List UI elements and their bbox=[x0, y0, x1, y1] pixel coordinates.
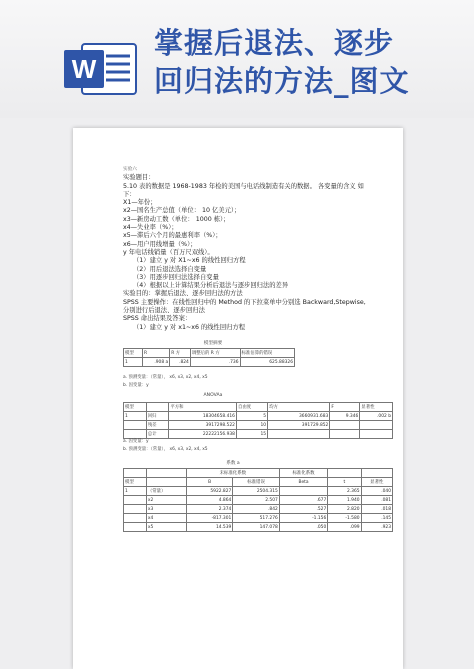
table-row bbox=[124, 523, 393, 532]
table-cell: 1 bbox=[124, 358, 143, 367]
table-header-cell: 自由度 bbox=[236, 403, 267, 412]
table-note: b. 预测变量：（常量）， x6, x3, x2, x4, x5 bbox=[123, 447, 208, 452]
table-cell bbox=[360, 430, 393, 439]
table-cell: 517.276 bbox=[233, 514, 279, 523]
doc-line: x6—用户用线增量（%）； bbox=[123, 240, 197, 248]
table-cell: 2.507 bbox=[233, 496, 279, 505]
table-header-row bbox=[124, 349, 295, 358]
doc-line: X1—年份； bbox=[123, 199, 157, 207]
word-document-icon bbox=[62, 40, 140, 98]
doc-line: 实验六 bbox=[123, 167, 137, 172]
table-cell: 2.820 bbox=[328, 505, 361, 514]
coefficients-caption: 系数 a bbox=[226, 461, 240, 466]
table-header-cell bbox=[146, 478, 186, 487]
table-row bbox=[124, 514, 393, 523]
table-group-header-row bbox=[124, 469, 393, 478]
table-cell: （常量） bbox=[146, 487, 186, 496]
doc-line: y 年电话线销量（百万尺双线）。 bbox=[123, 248, 214, 256]
table-cell: .050 bbox=[279, 523, 327, 532]
table-header-cell: 模型 bbox=[124, 403, 147, 412]
table-cell: 残差 bbox=[146, 421, 169, 430]
table-cell: x3 bbox=[146, 505, 186, 514]
table-cell bbox=[330, 430, 360, 439]
table-cell: .677 bbox=[279, 496, 327, 505]
table-cell: 15 bbox=[236, 430, 267, 439]
table-header-cell bbox=[124, 469, 147, 478]
table-header-cell: R 方 bbox=[170, 349, 191, 358]
model-summary-caption: 模型摘要 bbox=[203, 341, 223, 346]
doc-line: 5.10 表的数据是 1968-1983 年检的美国与电话线制造有关的数据。 各变量的含义 如 bbox=[123, 182, 364, 190]
table-header-cell bbox=[146, 403, 169, 412]
table-cell: x2 bbox=[146, 496, 186, 505]
title-line-1: 掌握后退法、逐步 bbox=[154, 26, 395, 60]
table-header-cell: 调整后的 R 方 bbox=[190, 349, 240, 358]
table-cell: x4 bbox=[146, 514, 186, 523]
table-header-cell: 标准估算的错误 bbox=[240, 349, 294, 358]
table-cell: x5 bbox=[146, 523, 186, 532]
table-row bbox=[124, 487, 393, 496]
document-page bbox=[73, 128, 403, 669]
table-cell bbox=[124, 514, 147, 523]
table-row bbox=[124, 421, 393, 430]
anova-caption: ANOVAa bbox=[203, 393, 223, 398]
table-cell: .145 bbox=[361, 514, 392, 523]
doc-line: 下： bbox=[123, 190, 136, 198]
table-cell bbox=[124, 496, 147, 505]
doc-line: x2—国名生产总值（单位： 10 亿美元）； bbox=[123, 207, 241, 215]
doc-line: SPSS 主要操作：在线性回归中的 Method 的下拉菜单中分别选 Backward,Stepwise, bbox=[123, 298, 366, 306]
table-header-cell: t bbox=[328, 478, 361, 487]
table-header-cell: 平方和 bbox=[169, 403, 237, 412]
table-cell: 1 bbox=[124, 487, 147, 496]
table-cell: .040 bbox=[361, 487, 392, 496]
table-row bbox=[124, 496, 393, 505]
table-header-cell: R bbox=[143, 349, 170, 358]
doc-line: x5—滞后六个月的最惠利率（%）； bbox=[123, 232, 222, 240]
table-header-cell bbox=[361, 469, 392, 478]
table-cell bbox=[124, 421, 147, 430]
document-body bbox=[123, 166, 393, 332]
table-cell: .842 bbox=[233, 505, 279, 514]
table-header-cell: 标准错误 bbox=[233, 478, 279, 487]
doc-line: （1）建立 y 对 X1~x6 的线性回归方程 bbox=[133, 257, 246, 265]
table-header-cell: 模型 bbox=[124, 349, 143, 358]
coefficients-table bbox=[123, 468, 393, 532]
table-cell: -1.156 bbox=[279, 514, 327, 523]
table-cell: 5922.827 bbox=[186, 487, 232, 496]
table-cell: 2504.315 bbox=[233, 487, 279, 496]
table-cell: .527 bbox=[279, 505, 327, 514]
doc-line: （2）用后退法选择自变量 bbox=[133, 265, 207, 273]
anova-table bbox=[123, 402, 393, 439]
table-header-cell bbox=[328, 469, 361, 478]
table-header-cell: B bbox=[186, 478, 232, 487]
table-header-cell: 均方 bbox=[268, 403, 330, 412]
table-cell: .081 bbox=[361, 496, 392, 505]
page-title bbox=[154, 24, 472, 100]
table-header-cell: F bbox=[330, 403, 360, 412]
doc-line: SPSS 命出结果及答案： bbox=[123, 315, 192, 323]
doc-line: 实验题目： bbox=[123, 174, 155, 182]
table-cell: 3660931.683 bbox=[268, 412, 330, 421]
table-header-cell: 显著性 bbox=[361, 478, 392, 487]
table-cell: 9.346 bbox=[330, 412, 360, 421]
table-cell: 1.940 bbox=[328, 496, 361, 505]
svg-text:W: W bbox=[71, 54, 97, 84]
table-cell: 4.864 bbox=[186, 496, 232, 505]
doc-line: x4—失业率（%）； bbox=[123, 224, 178, 232]
table-cell: 5 bbox=[236, 412, 267, 421]
table-cell: 22222156.938 bbox=[169, 430, 237, 439]
table-cell bbox=[330, 421, 360, 430]
title-line-2: 回归法的方法_图文 bbox=[154, 64, 410, 98]
table-cell: 391729.852 bbox=[268, 421, 330, 430]
table-cell bbox=[124, 505, 147, 514]
table-cell: .923 bbox=[361, 523, 392, 532]
table-cell: 2.365 bbox=[328, 487, 361, 496]
table-cell: 3917298.522 bbox=[169, 421, 237, 430]
table-cell: 10 bbox=[236, 421, 267, 430]
table-header-cell: 标准化系数 bbox=[279, 469, 327, 478]
table-cell bbox=[268, 430, 330, 439]
table-row bbox=[124, 412, 393, 421]
doc-line: 分别进行后退法、逐步回归法 bbox=[123, 307, 205, 315]
model-summary-table bbox=[123, 348, 295, 367]
table-cell: -817.301 bbox=[186, 514, 232, 523]
table-cell: .736 bbox=[190, 358, 240, 367]
table-cell: 18304658.416 bbox=[169, 412, 237, 421]
table-cell: 2.374 bbox=[186, 505, 232, 514]
table-header-cell bbox=[146, 469, 186, 478]
table-header-cell: 显著性 bbox=[360, 403, 393, 412]
table-row bbox=[124, 505, 393, 514]
table-row bbox=[124, 358, 295, 367]
table-header-cell: Beta bbox=[279, 478, 327, 487]
table-cell: 回归 bbox=[146, 412, 169, 421]
table-cell: .824 bbox=[170, 358, 191, 367]
table-cell: 147.078 bbox=[233, 523, 279, 532]
table-cell bbox=[360, 421, 393, 430]
doc-line: （3）用逐步回归法选择自变量 bbox=[133, 273, 219, 281]
table-header-row bbox=[124, 403, 393, 412]
table-cell: .002 b bbox=[360, 412, 393, 421]
table-row bbox=[124, 430, 393, 439]
table-note: a. 因变量：y bbox=[123, 439, 149, 444]
table-cell: 625.88326 bbox=[240, 358, 294, 367]
table-cell: .908 a bbox=[143, 358, 170, 367]
table-cell bbox=[279, 487, 327, 496]
table-cell: .099 bbox=[328, 523, 361, 532]
doc-line: x3—新房动工数（单位： 1000 栋）； bbox=[123, 215, 230, 223]
table-header-cell: 未标准化系数 bbox=[186, 469, 279, 478]
table-note: a. 预测变量：（常量）， x6, x3, x2, x4, x5 bbox=[123, 375, 208, 380]
table-header-row bbox=[124, 478, 393, 487]
table-cell bbox=[124, 523, 147, 532]
doc-line: （1）建立 y 对 x1~x6 的线性回归方程 bbox=[133, 323, 246, 331]
table-note: b. 因变量：y bbox=[123, 383, 149, 388]
doc-line: 实验目的：掌握后退法、逐步回归法的方法 bbox=[123, 290, 243, 298]
table-cell: 1 bbox=[124, 412, 147, 421]
table-header-cell: 模型 bbox=[124, 478, 147, 487]
table-cell: 14.539 bbox=[186, 523, 232, 532]
doc-line: （4）根据以上计算结果分析后退法与逐步回归法的差异 bbox=[133, 282, 289, 290]
table-cell: 总计 bbox=[146, 430, 169, 439]
header-banner bbox=[0, 0, 474, 118]
table-cell: .018 bbox=[361, 505, 392, 514]
table-cell: -1.580 bbox=[328, 514, 361, 523]
